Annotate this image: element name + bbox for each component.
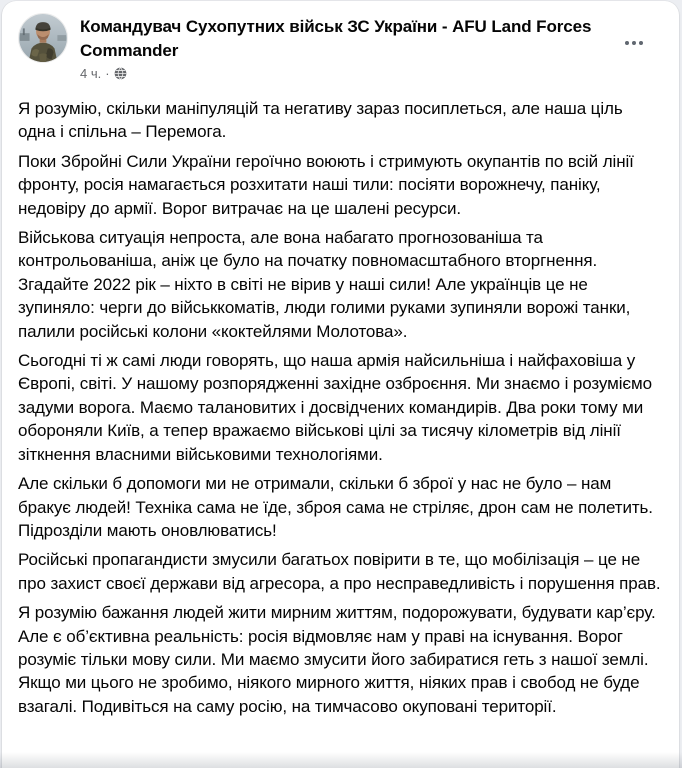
timestamp[interactable]: 4 ч.	[80, 66, 102, 81]
meta-separator: ·	[105, 66, 110, 81]
post-paragraph: Але скільки б допомоги ми не отримали, скільки б зброї у нас не було – нам бракує людей! Техніка сама не їде, зброя сама не стріляє, дрон сам не полетить. Підрозділи мають оновлюватись!	[18, 474, 653, 540]
post-paragraph: Я розумію бажання людей жити мирним життям, подорожувати, будувати кар’єру. Але є об’єктивна реальність: росія відмовляє нам у праві на існування. Ворог розуміє тільки мову сили. Ми маємо змусити його забиратися геть з нашої землі. Якщо ми цього не зробимо, ніякого мирного життя, ніяких прав і свобод не буде взагалі. Подивіться на саму росію, на тимчасово окуповані території.	[18, 603, 656, 716]
post-paragraph: Я розумію, скільки маніпуляцій та негативу зараз посиплеться, але наша ціль одна і спільна – Перемога.	[18, 99, 623, 142]
avatar-image	[19, 14, 67, 62]
post-paragraph: Російські пропагандисти змусили багатьох повірити в те, що мобілізація – це не про захист своєї держави від агресора, а про несправедливість і порушення прав.	[18, 550, 661, 593]
avatar[interactable]	[18, 13, 68, 63]
post-header-info	[68, 13, 616, 82]
post-text	[2, 82, 679, 724]
post-paragraph: Сьогодні ті ж самі люди говорять, що наша армія найсильніша і найфаховіша у Європі, світі. У нашому розпорядженні західне озброєння. Ми знаємо і розуміємо задуми ворога. Маємо талановитих і досвідчених командирів. Два роки тому ми обороняли Київ, а тепер вражаємо військові цілі за тисячу кілометрів від лінії зіткнення власними військовими технологіями.	[18, 351, 652, 464]
globe-icon	[114, 67, 127, 80]
more-options-icon	[625, 41, 643, 45]
post-paragraph: Військова ситуація непроста, але вона набагато прогнозованіша та контрольованіша, аніж це було на початку повномасштабного вторгнення. Згадайте 2022 рік – ніхто в світі не вірив у наші сили! Але українців це не зупиняло: черги до військкоматів, люди голими руками зупиняли ворожі танки, палили російські колони «коктейлями Молотова».	[18, 228, 631, 341]
post-paragraph: Поки Збройні Сили України героїчно воюють і стримують окупантів по всій лінії фронту, росія намагається розхитати наші тили: посіяти ворожнечу, паніку, недовіру до армії. Ворог витрачає на це шалені ресурси.	[18, 151, 634, 218]
author-name[interactable]: Командувач Сухопутних військ ЗС України - AFU Land Forces Commander	[80, 17, 592, 60]
post-header	[2, 1, 679, 82]
post-meta	[80, 65, 616, 82]
more-options-button[interactable]	[616, 25, 652, 61]
post-card	[2, 1, 679, 768]
